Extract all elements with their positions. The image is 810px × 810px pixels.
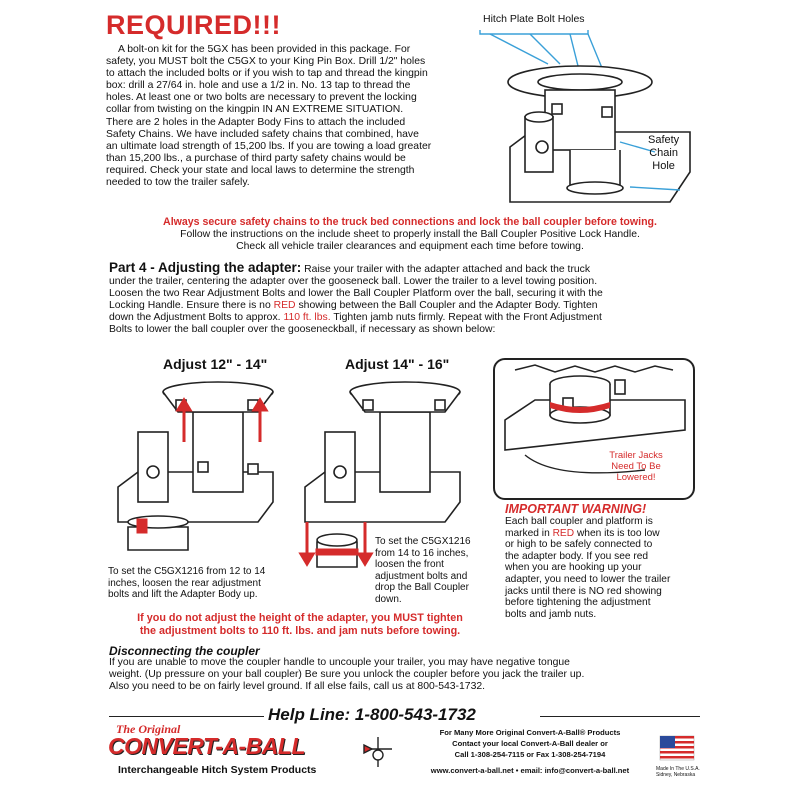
- follow-line: Follow the instructions on the include sheet to properly install the Ball Coupler Positive Lock Handle.: [180, 229, 640, 240]
- intro-line: Safety Chains. We have included safety chains that combined, have: [106, 128, 419, 140]
- logo-tagline: Interchangeable Hitch System Products: [118, 764, 317, 776]
- caption-line: To set the C5GX1216: [375, 536, 471, 547]
- tighten-line: If you do not adjust the height of the adapter, you MUST tighten: [137, 612, 463, 624]
- adjust-right-title: Adjust 14" - 16": [345, 356, 450, 372]
- part4-line: Loosen the two Rear Adjustment Bolts and lower the Ball Coupler Platform over the ball, securing it with the: [109, 288, 603, 300]
- part4-line: Tighten jamb nuts firmly. Repeat with the Front Adjustment: [333, 312, 602, 324]
- jacks-line: Need To Be: [611, 461, 661, 472]
- adjust-left-title: Adjust 12" - 14": [163, 356, 268, 372]
- hitch-drawing: [470, 12, 710, 212]
- caption-line: To set the C5GX1216 from 12 to 14: [108, 566, 266, 577]
- contact-line: For Many More Original Convert-A-Ball® Products: [439, 728, 621, 737]
- made-in-line: Made In The U.S.A.: [656, 766, 700, 772]
- disconnect-section: [109, 645, 729, 693]
- intro-line: A bolt-on kit for the 5GX has been provided in this package. For: [118, 44, 411, 55]
- chain-label-line: Safety: [648, 134, 680, 146]
- important-warning: [505, 502, 715, 620]
- part4-line: Locking Handle. Ensure there is no: [109, 300, 271, 312]
- safety-chain-warning: Always secure safety chains to the truck bed connections and lock the ball coupler before towing.: [163, 216, 657, 228]
- jacks-line: Lowered!: [616, 472, 656, 483]
- tighten-warning: [100, 612, 500, 638]
- part4-heading: Part 4 - Adjusting the adapter:: [109, 260, 302, 275]
- intro-line: than 15,200 lbs., a purchase of third party safety chains would be: [106, 152, 406, 164]
- adjust-left-caption: [108, 566, 308, 601]
- trailer-jacks-label: [601, 450, 671, 483]
- contact-line: Contact your local Convert-A-Ball dealer or: [452, 739, 608, 748]
- caption-line: loosen the front: [375, 559, 444, 570]
- hitch-plate-illustration: [470, 12, 710, 212]
- disconnect-line: Also you need to be on fairly level ground. If all else fails, call us at 800-543-1732.: [109, 681, 486, 693]
- usa-flag-icon: [658, 732, 696, 764]
- warning-red-word: RED: [552, 527, 575, 539]
- divider-left: [109, 716, 264, 717]
- caption-line: drop the Ball Coupler: [375, 582, 469, 593]
- intro-line: required. Check your state and local laws to determine the strength: [106, 164, 415, 176]
- follow-line: Check all vehicle trailer clearances and equipment each time before towing.: [236, 241, 584, 253]
- caption-line: inches, loosen the rear adjustment: [108, 577, 261, 589]
- weathervane-icon: [360, 735, 396, 769]
- disconnect-line: If you are unable to move the coupler handle to uncouple your trailer, you may have negative tongue: [109, 657, 570, 669]
- caption-line: adjustment bolts and: [375, 570, 468, 582]
- intro-line: safety, you MUST bolt the C5GX to your King Pin Box. Drill 1/2" holes: [106, 56, 426, 68]
- help-line: Help Line: 1-800-543-1732: [268, 705, 476, 724]
- tighten-line: the adjustment bolts to 110 ft. lbs. and jam nuts before towing.: [139, 625, 461, 637]
- disconnect-line: weight. (Up pressure on your ball coupler) Be sure you unlock the coupler before you jack the trailer up.: [109, 669, 585, 681]
- divider-right: [540, 716, 700, 717]
- footer-contact: [405, 727, 655, 776]
- disconnect-heading: Disconnecting the coupler: [109, 644, 260, 658]
- warning-line: or high to be safely connected to: [505, 539, 653, 551]
- safety-chain-label: [648, 134, 679, 173]
- torque-value: 110 ft. lbs.: [283, 312, 331, 324]
- warning-illustration-box: [493, 358, 695, 500]
- made-in-usa: [656, 766, 700, 778]
- chain-label-line: Chain: [649, 147, 678, 159]
- intro-line: to attach the included bolts or if you wish to tap and thread the kingpin: [106, 68, 428, 80]
- intro-line: box: drill a 27/64 in. hole and use a 1/2 in. No. 13 tap to thread the: [106, 80, 411, 92]
- warning-line: Each ball coupler and platform is: [505, 516, 653, 527]
- caption-line: from 14 to 16 inches,: [375, 547, 469, 559]
- warning-line: bolts and jamb nuts.: [505, 608, 597, 620]
- page-title: REQUIRED!!!: [106, 10, 281, 40]
- logo-brand: CONVERT-A-BALL: [108, 733, 306, 759]
- intro-paragraph: [106, 44, 506, 189]
- warning-line: when its is too low: [576, 527, 660, 539]
- warning-line: before tightening the adjustment: [505, 597, 651, 609]
- part4-first-line: Raise your trailer with the adapter attached and back the truck: [304, 264, 591, 275]
- intro-line: an ultimate load strength of 15,200 lbs. If you are towing a load greater: [106, 140, 432, 152]
- part4-line: Bolts to lower the ball coupler over the gooseneckball, if necessary as shown below:: [109, 324, 496, 336]
- intro-line: needed to tow the trailer safely.: [106, 177, 250, 189]
- warning-line: the adapter body. If you see red: [505, 550, 649, 562]
- bolt-holes-label: Hitch Plate Bolt Holes: [483, 13, 585, 25]
- contact-line: Call 1-308-254-7115 or Fax 1-308-254-7194: [454, 750, 606, 759]
- adjust-right-caption: [375, 536, 495, 605]
- warning-title: IMPORTANT WARNING!: [505, 502, 647, 516]
- intro-line: holes. At least one or two bolts are necessary to prevent the locking: [106, 92, 417, 104]
- warning-line: when you are hooking up your: [505, 562, 642, 574]
- brand-logo: [108, 722, 368, 776]
- chain-label-line: Hole: [652, 160, 675, 172]
- made-in-line: Sidney, Nebraska: [656, 772, 696, 778]
- caption-line: bolts and lift the Adapter Body up.: [108, 589, 258, 600]
- intro-line: collar from twisting on the kingpin IN AN EXTREME SITUATION.: [106, 104, 404, 116]
- part4-line: showing between the Ball Coupler and the Adapter Body. Tighten: [298, 300, 598, 312]
- warning-line: marked in: [505, 527, 550, 539]
- follow-instructions: [95, 229, 725, 253]
- warning-line: jacks until there is NO red showing: [505, 585, 662, 597]
- logo-the-original: The Original: [116, 722, 181, 736]
- intro-line: There are 2 holes in the Adapter Body Fins to attach the included: [106, 116, 406, 128]
- jacks-line: Trailer Jacks: [609, 450, 663, 461]
- caption-line: down.: [375, 593, 402, 605]
- adjust-left-illustration: [108, 372, 288, 582]
- warning-line: adapter, you need to lower the trailer: [505, 573, 671, 585]
- part4-line: under the trailer, centering the adapter over the gooseneck ball. Lower the trailer to a level towing position.: [109, 276, 598, 288]
- part4-section: [109, 262, 719, 337]
- contact-line: www.convert-a-ball.net • email: info@convert-a-ball.net: [430, 766, 630, 775]
- red-word: RED: [273, 300, 296, 312]
- part4-line: down the Adjustment Bolts to approx.: [109, 312, 281, 324]
